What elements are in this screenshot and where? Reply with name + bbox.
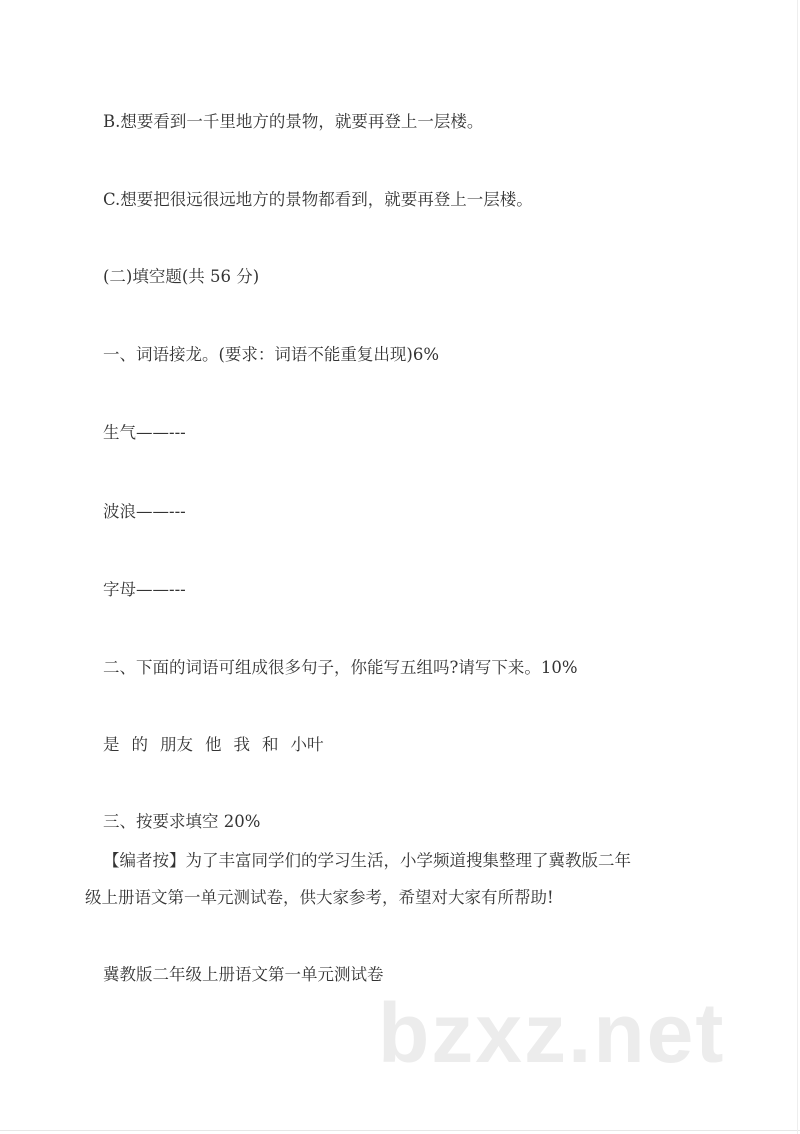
editor-note-continued: 级上册语文第一单元测试卷，供大家参考，希望对大家有所帮助! bbox=[85, 888, 554, 907]
page-edge-bottom bbox=[0, 1130, 800, 1131]
word: 朋友 bbox=[160, 735, 193, 754]
word: 的 bbox=[131, 735, 148, 754]
word: 小叶 bbox=[290, 735, 324, 754]
option-c: C.想要把很远很远地方的景物都看到，就要再登上一层楼。 bbox=[103, 190, 533, 209]
word: 他 bbox=[205, 735, 222, 754]
question-1-item: 波浪——--- bbox=[103, 502, 186, 521]
document-title: 冀教版二年级上册语文第一单元测试卷 bbox=[103, 965, 384, 984]
question-1-item: 生气——--- bbox=[103, 423, 186, 442]
word: 和 bbox=[262, 735, 279, 754]
word: 我 bbox=[233, 735, 250, 754]
page-edge-right bbox=[797, 0, 798, 1134]
question-2-words bbox=[103, 735, 336, 755]
question-2: 二、下面的词语可组成很多句子，你能写五组吗?请写下来。10% bbox=[103, 658, 578, 677]
question-3: 三、按要求填空 20% bbox=[103, 812, 261, 831]
editor-note: 【编者按】为了丰富同学们的学习生活，小学频道搜集整理了冀教版二年 bbox=[103, 851, 631, 870]
word: 是 bbox=[103, 735, 120, 754]
watermark: bzxz.net bbox=[378, 986, 726, 1080]
question-1-item: 字母——--- bbox=[103, 580, 186, 599]
question-1: 一、词语接龙。(要求：词语不能重复出现)6% bbox=[103, 345, 440, 364]
option-b: B.想要看到一千里地方的景物，就要再登上一层楼。 bbox=[103, 112, 484, 131]
section-heading-fill-in: (二)填空题(共 56 分) bbox=[103, 267, 260, 286]
